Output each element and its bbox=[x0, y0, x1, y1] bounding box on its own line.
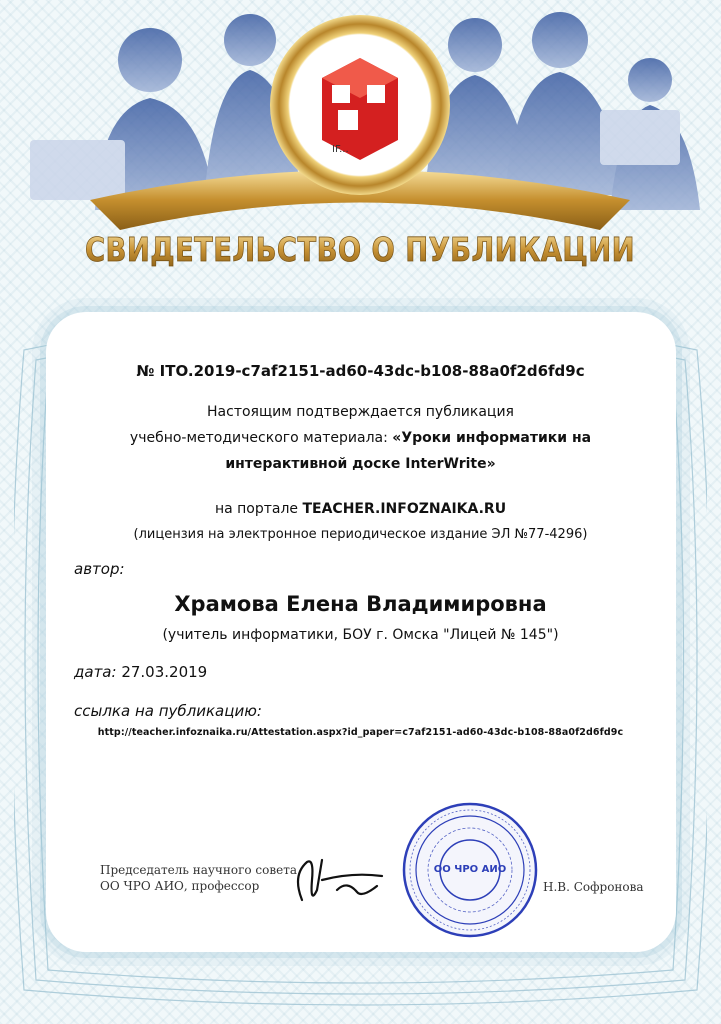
signer-name: Н.В. Софронова bbox=[543, 880, 644, 894]
confirmation-line: Настоящим подтверждается публикация bbox=[207, 404, 514, 420]
date-label: дата: bbox=[74, 663, 117, 681]
svg-text:IF...: IF... bbox=[332, 144, 349, 155]
title-text: СВИДЕТЕЛЬСТВО О ПУБЛИКАЦИИ bbox=[85, 230, 635, 269]
portal-name: TEACHER.INFOZNAIKA.RU bbox=[302, 501, 507, 517]
round-seal-icon bbox=[400, 800, 540, 940]
certificate-number: № ITO.2019-c7af2151-ad60-43dc-b108-88a0f2d6fd9c bbox=[136, 362, 585, 380]
portal-line bbox=[0, 501, 721, 517]
author-name: Храмова Елена Владимировна bbox=[174, 592, 547, 616]
author-position: (учитель информатики, БОУ г. Омска "Лицей № 145") bbox=[162, 627, 559, 643]
infoznaika-logo-icon bbox=[322, 58, 398, 160]
author-label: автор: bbox=[74, 560, 125, 578]
seal-center-text: ОО ЧРО АИО bbox=[433, 864, 507, 875]
material-title-part1: «Уроки информатики на bbox=[392, 430, 592, 446]
material-prefix: учебно-методического материала: bbox=[129, 430, 393, 446]
material-line bbox=[0, 430, 721, 446]
date-value: 27.03.2019 bbox=[121, 663, 208, 681]
certificate-title bbox=[0, 225, 721, 269]
chair-title bbox=[100, 862, 297, 894]
handwritten-signature-icon bbox=[282, 850, 392, 910]
license-line: (лицензия на электронное периодическое издание ЭЛ №77-4296) bbox=[133, 527, 588, 542]
publication-link[interactable]: http://teacher.infoznaika.ru/Attestation.aspx?id_paper=c7af2151-ad60-43dc-b108-88a0f2d6fd9c bbox=[97, 727, 624, 738]
date-row bbox=[74, 663, 207, 681]
portal-prefix: на портале bbox=[214, 501, 303, 517]
chair-line2: ОО ЧРО АИО, профессор bbox=[100, 879, 260, 893]
chair-line1: Председатель научного совета bbox=[100, 863, 298, 877]
material-title-part2: интерактивной доске InterWrite» bbox=[225, 456, 496, 472]
link-label: ссылка на публикацию: bbox=[74, 702, 262, 720]
